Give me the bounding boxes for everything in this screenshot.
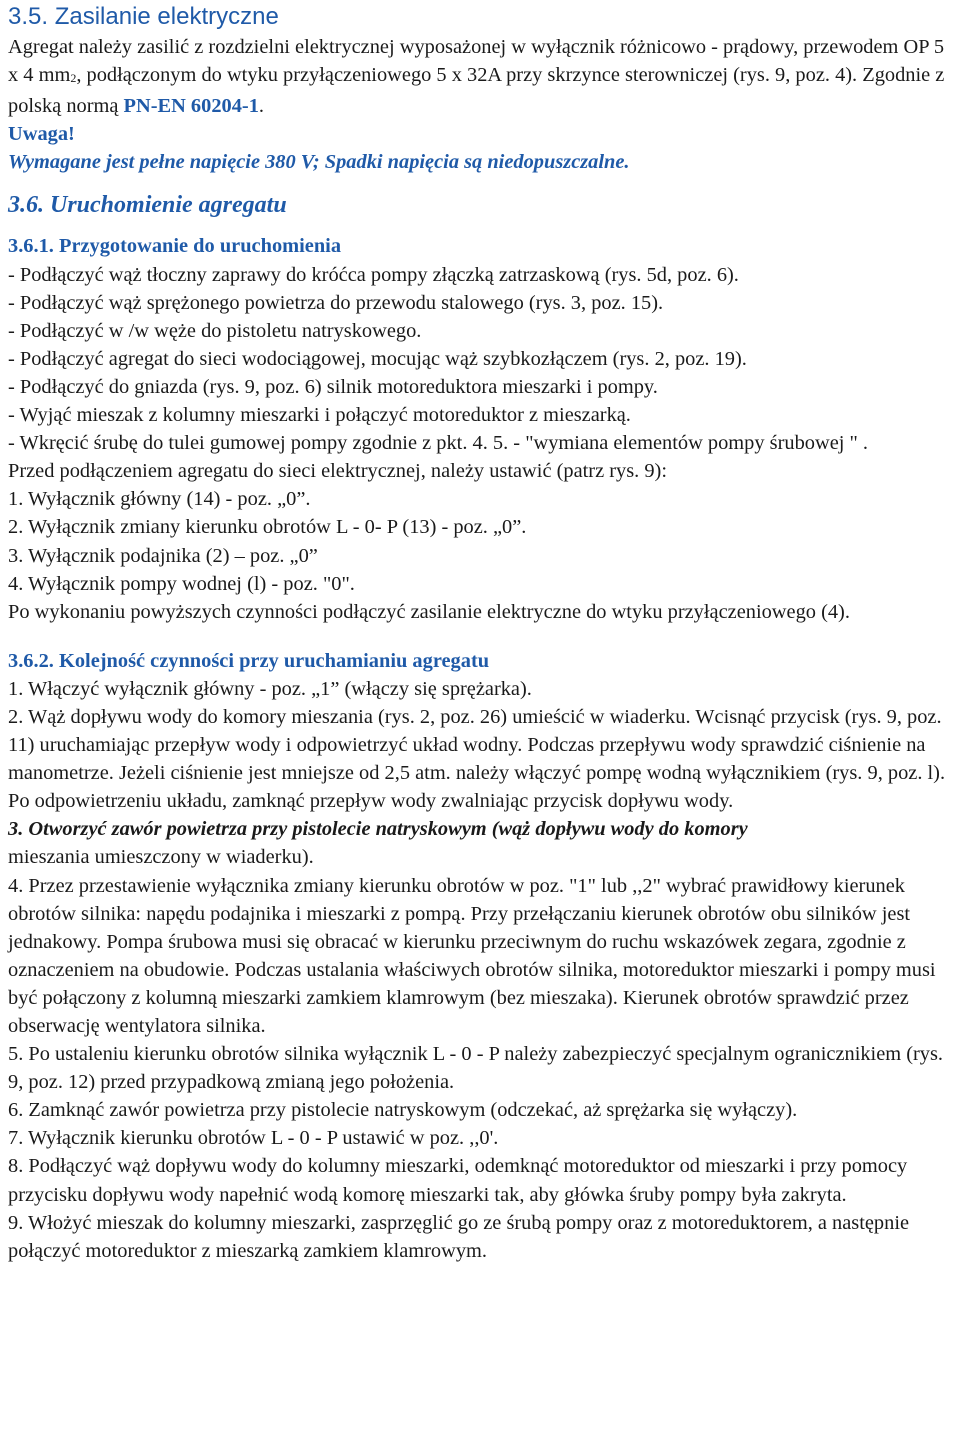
prep-line: 3. Wyłącznik podajnika (2) – poz. „0” (8, 544, 318, 567)
startup-step-8: 8. Podłączyć wąż dopływu wody do kolumny mieszarki, odemknąć motoreduktor od mieszarki i przy pomocy przycisku dopływu wody napełnić wodą komorę mieszarki tak, aby główka śruby pompy była zakryta. (8, 1155, 908, 1206)
section-3-6-title: 3.6. Uruchomienie agregatu (8, 192, 287, 219)
startup-step-2: 2. Wąż dopływu wody do komory mieszania (rys. 2, poz. 26) umieścić w wiaderku. Wcisnąć przycisk (rys. 9, poz. 11) uruchamiając przepływ wody i odpowietrzyć układ wodny. Podczas przepływu wody sprawdzić ciśnienie na manometrze. Jeżeli ciśnienie jest mniejsze od 2,5 atm. należy włączyć pompę wodną wyłącznikiem (rys. 9, poz. l). Po odpowietrzeniu układu, zamknąć przepływ wody zwalniając przycisk dopływu wody. (8, 705, 946, 813)
prep-line: Po wykonaniu powyższych czynności podłączyć zasilanie elektryczne do wtyku przyłączeniowego (4). (8, 600, 850, 623)
section-3-6-1-title: Przygotowanie do uruchomienia (58, 235, 342, 258)
intro-subscript: 2 (70, 71, 77, 86)
section-3-6-2-title: Kolejność czynności przy uruchamianiu agregatu (58, 649, 490, 672)
warning-text: Wymagane jest pełne napięcie 380 V; Spadki napięcia są niedopuszczalne. (8, 151, 630, 174)
prep-line: 4. Wyłącznik pompy wodnej (l) - poz. "0". (8, 572, 355, 595)
intro-text-part2: , podłączonym do wtyku przyłączeniowego 5 x 32A przy skrzynce sterowniczej (rys. 9, poz. 4). Zgodnie z polską normą (8, 64, 945, 118)
norm-reference: PN-EN 60204-1 (123, 95, 259, 118)
prep-line: 2. Wyłącznik zmiany kierunku obrotów L - 0- P (13) - poz. „0”. (8, 516, 527, 539)
startup-step-4: 4. Przez przestawienie wyłącznika zmiany kierunku obrotów w poz. "1" lub ,,2" wybrać prawidłowy kierunek obrotów silnika: napędu podajnika i mieszarki z pompą. Przy przełączaniu kierunek obrotów obu silników jest jednakowy. Pompa śrubowa musi się obracać w kierunku przeciwnym do ruchu wskazówek zegara, zgodnie z oznaczeniem na obudowie. Podczas ustalania właściwych obrotów silnika, motoreduktor mieszarki i pompy musi być połączony z kolumną mieszarki zamkiem klamrowym (bez mieszaka). Kierunek obrotów sprawdzić przez obserwację wentylatora silnika. (8, 874, 936, 1037)
startup-step-7: 7. Wyłącznik kierunku obrotów L - 0 - P ustawić w poz. ,,0'. (8, 1127, 499, 1150)
prep-line: 1. Wyłącznik główny (14) - poz. „0”. (8, 488, 311, 511)
prep-line: - Podłączyć w /w węże do pistoletu natryskowego. (8, 319, 422, 342)
section-3-5-title: 3.5. Zasilanie elektryczne (8, 3, 279, 30)
startup-step-3 (8, 815, 952, 871)
startup-step-3-bold: 3. Otworzyć zawór powietrza przy pistolecie natryskowym (wąż dopływu wody do komory (8, 818, 748, 841)
startup-step-6: 6. Zamknąć zawór powietrza przy pistolecie natryskowym (odczekać, aż sprężarka się wyłączy). (8, 1099, 798, 1122)
prep-line: - Podłączyć wąż sprężonego powietrza do przewodu stalowego (rys. 3, poz. 15). (8, 291, 664, 314)
section-3-6-1-number: 3.6.1. (8, 235, 59, 258)
section-3-6-1-heading (8, 232, 952, 260)
prep-line: - Podłączyć wąż tłoczny zaprawy do króćca pompy złączką zatrzaskową (rys. 5d, poz. 6). (8, 263, 739, 286)
startup-steps (8, 675, 952, 1265)
section-3-6-2-heading (8, 647, 952, 675)
norm-end: . (258, 95, 264, 118)
startup-step-1: 1. Włączyć wyłącznik główny - poz. „1” (włączy się sprężarka). (8, 677, 532, 700)
preparation-steps (8, 261, 952, 626)
startup-step-3-rest: mieszania umieszczony w wiaderku). (8, 846, 314, 869)
prep-line: - Podłączyć agregat do sieci wodociągowej, mocując wąż szybkozłączem (rys. 2, poz. 19). (8, 347, 747, 370)
section-3-6-2-number: 3.6.2. (8, 649, 59, 672)
warning-label: Uwaga! (8, 123, 75, 146)
startup-step-9: 9. Włożyć mieszak do kolumny mieszarki, zasprzęglić go ze śrubą pompy oraz z motoreduktorem, a następnie połączyć motoreduktor z mieszarką zamkiem klamrowym. (8, 1211, 910, 1262)
prep-line: - Podłączyć do gniazda (rys. 9, poz. 6) silnik motoreduktora mieszarki i pompy. (8, 375, 658, 398)
section-3-5-intro (8, 33, 952, 120)
prep-line: - Wyjąć mieszak z kolumny mieszarki i połączyć motoreduktor z mieszarką. (8, 404, 631, 427)
startup-step-5: 5. Po ustaleniu kierunku obrotów silnika wyłącznik L - 0 - P należy zabezpieczyć specjalnym ogranicznikiem (rys. 9, poz. 12) przed przypadkową zmianą jego położenia. (8, 1043, 944, 1094)
intro-text-part1: Agregat należy zasilić z rozdzielni elektrycznej wyposażonej w wyłącznik różnicowo - prądowy, przewodem OP 5 x 4 mm (8, 36, 945, 87)
prep-line: Przed podłączeniem agregatu do sieci elektrycznej, należy ustawić (patrz rys. 9): (8, 460, 668, 483)
prep-line: - Wkręcić śrubę do tulei gumowej pompy zgodnie z pkt. 4. 5. - "wymiana elementów pompy śrubowej " . (8, 432, 869, 455)
